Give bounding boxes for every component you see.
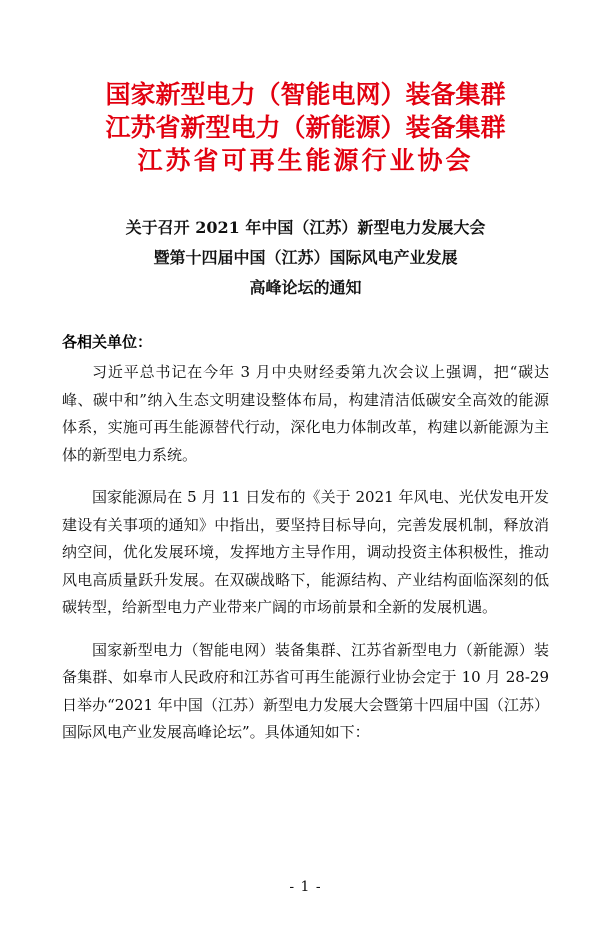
title-line-2: 暨第十四届中国（江苏）国际风电产业发展 (153, 248, 458, 267)
letterhead-line-2: 江苏省新型电力（新能源）装备集群 (105, 113, 506, 142)
letterhead-line-3: 江苏省可再生能源行业协会 (137, 146, 474, 175)
body-paragraph-1: 习近平总书记在今年 3 月中央财经委第九次会议上强调，把“碳达峰、碳中和”纳入生态文明建设整体布局，构建清洁低碳安全高效的能源体系，实施可再生能源替代行动，深化电力体制改革，构建以新能源为主体的新型电力系统。 (62, 363, 549, 464)
salutation: 各相关单位： (62, 333, 153, 351)
body-paragraph-3: 国家新型电力（智能电网）装备集群、江苏省新型电力（新能源）装备集群、如皋市人民政府和江苏省可再生能源行业协会定于 10 月 28-29 日举办“2021 年中国（江苏）新型电力发展大会暨第十四届中国（江苏）国际风电产业发展高峰论坛”。具体通知如下： (62, 640, 549, 741)
page-number: - 1 - (289, 879, 322, 895)
title-line-3: 高峰论坛的通知 (249, 278, 362, 297)
document-title (62, 213, 549, 303)
document-page (0, 78, 611, 941)
title-line-1: 关于召开 2021 年中国（江苏）新型电力发展大会 (125, 218, 486, 237)
body-paragraph-2: 国家能源局在 5 月 11 日发布的《关于 2021 年风电、光伏发电开发建设有关事项的通知》中指出，要坚持目标导向，完善发展机制，释放消纳空间，优化发展环境，发挥地方主导作用，调动投资主体积极性，推动风电高质量跃升发展。在双碳战略下，能源结构、产业结构面临深刻的低碳转型，给新型电力产业带来广阔的市场前景和全新的发展机遇。 (62, 488, 549, 616)
letterhead-line-1: 国家新型电力（智能电网）装备集群 (105, 80, 506, 109)
letterhead (62, 78, 549, 177)
